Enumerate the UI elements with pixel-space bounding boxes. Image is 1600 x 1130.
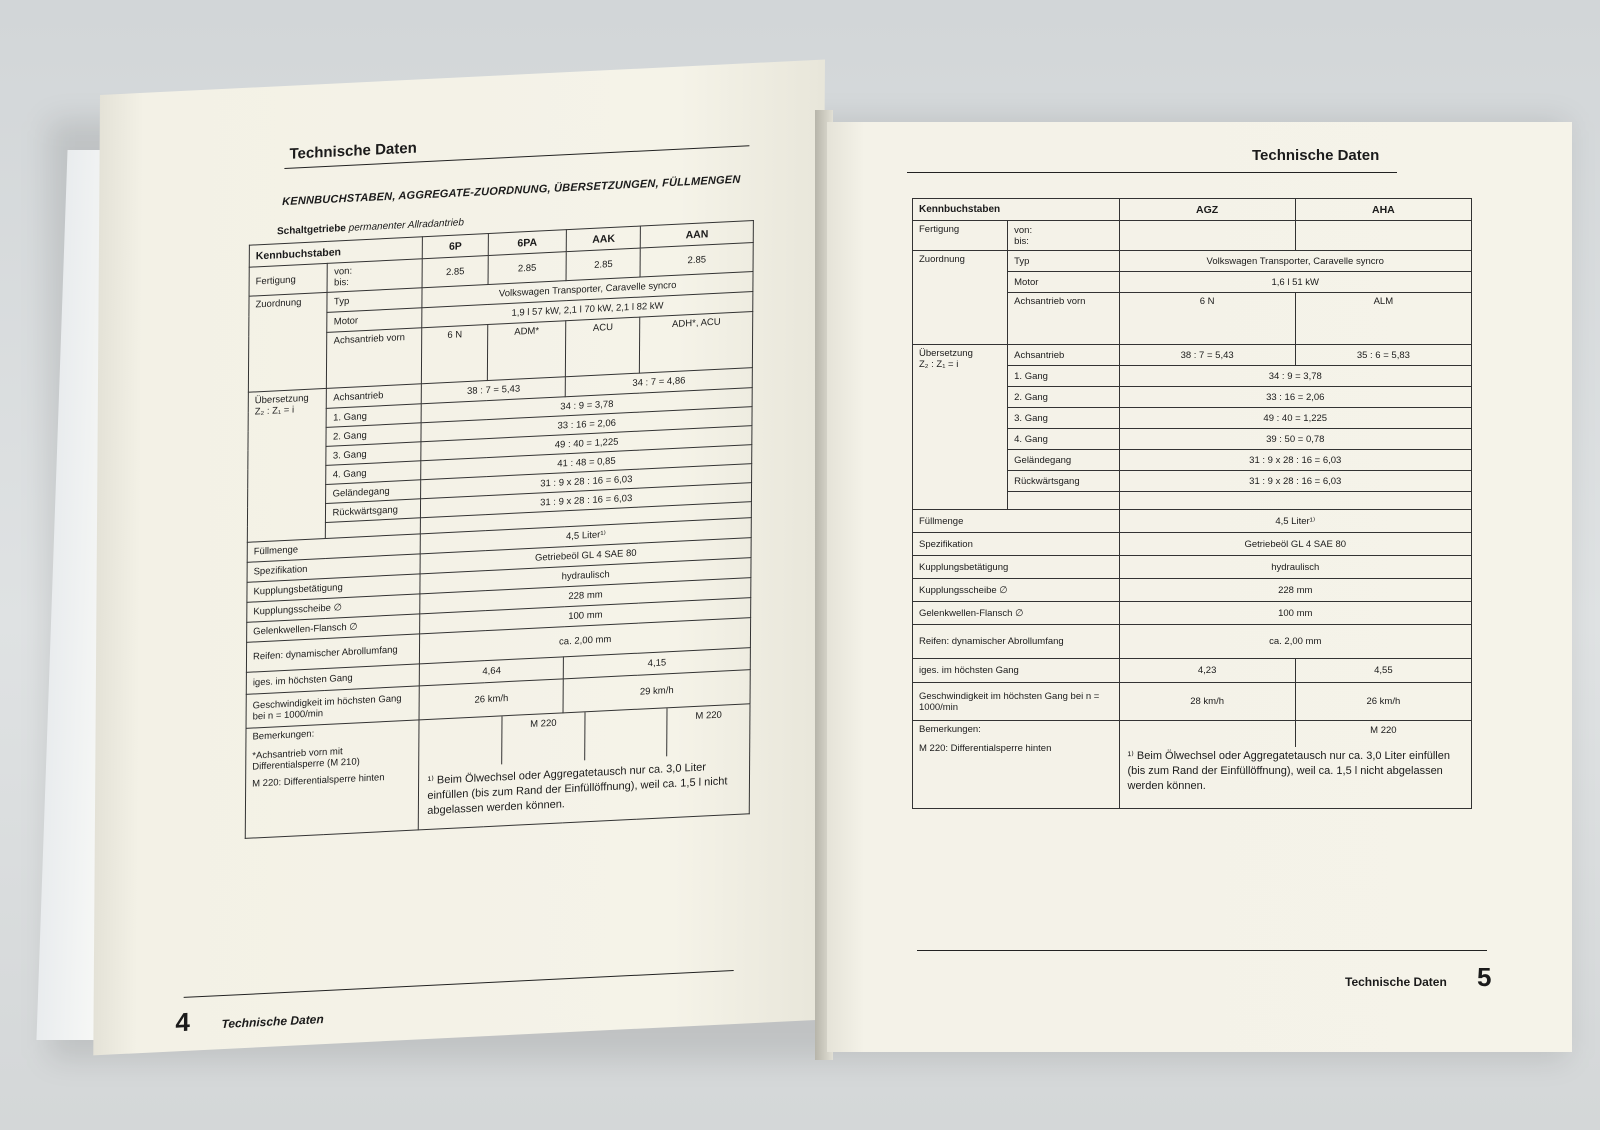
right-gear-label: Geländegang [1008,450,1119,471]
left-gear-label: 2. Gang [326,423,421,447]
right-row-value: 4,5 Liter¹⁾ [1119,510,1472,533]
left-gear-value: 31 : 9 x 28 : 16 = 6,03 [421,464,752,499]
left-motor-value: 1,9 l 57 kW, 2,1 l 70 kW, 2,1 l 82 kW [422,292,753,328]
right-von-bis [1008,221,1119,251]
left-von: von: [334,265,353,278]
right-gear-label: Rückwärtsgang [1008,471,1119,492]
left-m220-1: M 220 [502,712,585,764]
right-row-value: ca. 2,00 mm [1119,625,1472,659]
right-uebersetzung-text: Übersetzung [919,348,973,359]
left-row-value: hydraulisch [420,558,751,594]
left-row-value: 4,5 Liter¹⁾ [421,518,752,554]
left-achsantrieb-vorn-label: Achsantrieb vorn [327,328,422,389]
left-col-aak: AAK [566,226,640,252]
right-typ-value: Volkswagen Transporter, Caravelle syncro [1119,251,1472,272]
left-av-aan: ADH*, ACU [640,312,753,374]
right-iges-value-2: 4,55 [1295,659,1471,683]
right-empty-cell [1008,492,1119,510]
left-row-label: Kupplungsscheibe ∅ [247,594,421,622]
right-page-title: Technische Daten [1252,147,1380,164]
right-fertigung-label: Fertigung [913,221,1008,251]
right-m220-empty [1120,721,1296,747]
left-motor-label: Motor [327,308,422,333]
left-gear-value: 49 : 40 = 1,225 [421,426,752,461]
left-row-label: Füllmenge [247,534,421,562]
left-fert-6p: 2.85 [422,256,488,288]
left-bemerkungen-label: Bemerkungen: [252,728,315,743]
left-m220-2: M 220 [695,709,722,722]
left-gear-value: 31 : 9 x 28 : 16 = 6,03 [421,483,752,518]
left-achs-value-1: 38 : 7 = 5,43 [422,377,566,404]
left-achs-value-2: 34 : 7 = 4,86 [565,368,752,397]
right-von: von: [1014,224,1033,236]
left-bis: bis: [334,276,349,289]
left-col-6pa: 6PA [488,230,567,256]
left-fert-aan: 2.85 [640,243,753,278]
right-gear-value: 33 : 16 = 2,06 [1119,387,1472,408]
right-bemerkungen-label: Bemerkungen: [919,724,981,735]
right-fert-agz [1119,221,1295,251]
right-gear-label: 3. Gang [1008,408,1119,429]
right-gear-value: 31 : 9 x 28 : 16 = 6,03 [1119,450,1472,471]
left-achsantrieb-label: Achsantrieb [327,384,422,409]
right-row-label: Reifen: dynamischer Abrollumfang [913,625,1120,659]
right-footer: Technische Daten [1345,975,1447,989]
left-col-6p: 6P [423,234,488,259]
left-caption-italic: permanenter Allradantrieb [348,217,464,234]
left-fert-6pa: 2.85 [488,252,567,285]
right-iges-value-1: 4,23 [1119,659,1295,683]
right-geschw-value-2: 26 km/h [1295,683,1471,721]
right-header-rule [907,172,1397,173]
right-spec-table [912,198,1472,809]
right-row-label: Spezifikation [913,533,1120,556]
left-zuordnung-label: Zuordnung [248,292,327,392]
left-kennbuchstaben-label: Kennbuchstaben [249,237,423,267]
right-av-agz: 6 N [1119,293,1295,345]
right-gear-label: 1. Gang [1008,366,1119,387]
right-gear-label: 4. Gang [1008,429,1119,450]
left-geschw-value-2: 29 km/h [563,670,750,713]
left-remark-1: *Achsantrieb vorn mit Differentialsperre (M 210) [252,746,360,773]
left-page-title: Technische Daten [289,139,417,163]
left-footer-rule [184,970,734,998]
left-av-6pa: ADM* [487,321,566,381]
left-typ-label: Typ [327,288,422,313]
right-empty-cell [1119,492,1472,510]
left-gear-label: 4. Gang [326,461,421,485]
left-iges-value-2: 4,15 [563,648,750,679]
right-page [827,122,1572,1052]
left-av-aak: ACU [566,317,641,377]
right-footer-rule [917,950,1487,951]
right-bis: bis: [1014,235,1029,247]
right-geschw-value-1: 28 km/h [1119,683,1295,721]
left-fert-aak: 2.85 [566,248,640,281]
right-col-aha: AHA [1295,199,1471,221]
left-m220-empty [420,716,503,768]
right-gear-value: 34 : 9 = 3,78 [1119,366,1472,387]
left-gear-label: 3. Gang [326,442,421,466]
left-row-value: 100 mm [420,598,751,634]
right-gear-value: 49 : 40 = 1,225 [1119,408,1472,429]
left-footer: Technische Daten [221,1012,324,1032]
left-caption [277,217,464,237]
left-von-bis [328,259,423,293]
right-achs-value-2: 35 : 6 = 5,83 [1295,345,1471,366]
right-gear-value: 31 : 9 x 28 : 16 = 6,03 [1119,471,1472,492]
right-uebersetzung-label [913,345,1008,510]
left-uebersetzung-text: Übersetzung [254,392,309,407]
right-achs-value-1: 38 : 7 = 5,43 [1119,345,1295,366]
right-row-label: Füllmenge [913,510,1120,533]
left-row-label: Kupplungsbetätigung [247,574,421,602]
left-gear-label: Geländegang [326,480,421,504]
right-page-number: 5 [1477,962,1492,992]
left-typ-value: Volkswagen Transporter, Caravelle syncro [422,272,753,308]
right-geschw-label: Geschwindigkeit im höchsten Gang bei n = 1000/min [913,683,1120,721]
right-row-value: 228 mm [1119,579,1472,602]
right-remarks-cell [913,721,1120,809]
left-remarks-cell [245,720,419,839]
left-caption-bold: Schaltgetriebe [276,222,346,238]
left-av-6p: 6 N [422,325,488,384]
right-remark-2: M 220: Differentialsperre hinten [919,743,1052,754]
right-achsantrieb-vorn-label: Achsantrieb vorn [1008,293,1119,345]
right-gear-label: 2. Gang [1008,387,1119,408]
right-row-value: 100 mm [1119,602,1472,625]
left-fertigung-label: Fertigung [249,263,328,296]
left-remark-2: M 220: Differentialsperre hinten [252,772,385,790]
right-row-label: Kupplungsbetätigung [913,556,1120,579]
right-motor-value: 1,6 l 51 kW [1119,272,1472,293]
left-footnote: ¹⁾ Beim Ölwechsel oder Aggregatetausch nur ca. 3,0 Liter einfüllen (bis zum Rand der Einfüllöffnung), weil ca. 1,5 l nicht abgelassen werden können. [427,761,728,818]
right-footnote: ¹⁾ Beim Ölwechsel oder Aggregatetausch nur ca. 3,0 Liter einfüllen (bis zum Rand der Einfüllöffnung), weil ca. 1,5 l nicht abgelassen werden können. [1127,750,1450,792]
right-iges-label: iges. im höchsten Gang [913,659,1120,683]
left-gear-value: 41 : 48 = 0,85 [421,445,752,480]
right-m220: M 220 [1370,725,1397,736]
left-row-label: Gelenkwellen-Flansch ∅ [247,614,421,642]
right-m220-row [1120,721,1472,747]
right-fert-aha [1295,221,1471,251]
left-col-aan: AAN [641,221,754,249]
right-col-agz: AGZ [1119,199,1295,221]
right-row-label: Gelenkwellen-Flansch ∅ [913,602,1120,625]
left-row-label: Spezifikation [247,554,421,582]
left-iges-value-1: 4,64 [420,657,564,686]
right-zuordnung-label: Zuordnung [913,251,1008,345]
right-row-value: hydraulisch [1119,556,1472,579]
left-page [93,60,825,1056]
left-geschw-label: Geschwindigkeit im höchsten Gang bei n = 1000/min [246,686,420,728]
right-motor-label: Motor [1008,272,1119,293]
left-uebersetzung-label [247,388,327,542]
left-m220-empty [585,708,668,760]
left-notes-cell [419,704,750,830]
left-row-value: 228 mm [420,578,751,614]
right-achsantrieb-label: Achsantrieb [1008,345,1119,366]
right-typ-label: Typ [1008,251,1119,272]
left-gear-value: 34 : 9 = 3,78 [422,388,753,423]
right-notes-cell [1119,721,1472,809]
right-row-label: Kupplungsscheibe ∅ [913,579,1120,602]
left-z-formula: Z₂ : Z₁ = i [254,404,295,418]
right-z-formula: Z₂ : Z₁ = i [919,359,959,370]
left-gear-value: 33 : 16 = 2,06 [421,407,752,442]
left-subheader: KENNBUCHSTABEN, AGGREGATE-ZUORDNUNG, ÜBERSETZUNGEN, FÜLLMENGEN [282,173,741,209]
left-geschw-value-1: 26 km/h [419,679,563,720]
right-gear-value: 39 : 50 = 0,78 [1119,429,1472,450]
left-row-label: Reifen: dynamischer Abrollumfang [246,634,420,672]
left-page-number: 4 [175,1006,191,1038]
left-row-value: ca. 2,00 mm [420,618,751,664]
left-row-value: Getriebeöl GL 4 SAE 80 [420,538,751,574]
left-gear-label: Rückwärtsgang [326,499,421,523]
left-iges-label: iges. im höchsten Gang [246,664,420,694]
left-spec-table [245,220,754,839]
left-gear-label: 1. Gang [327,404,422,428]
right-row-value: Getriebeöl GL 4 SAE 80 [1119,533,1472,556]
right-kennbuchstaben-label: Kennbuchstaben [913,199,1120,221]
right-av-aha: ALM [1295,293,1471,345]
